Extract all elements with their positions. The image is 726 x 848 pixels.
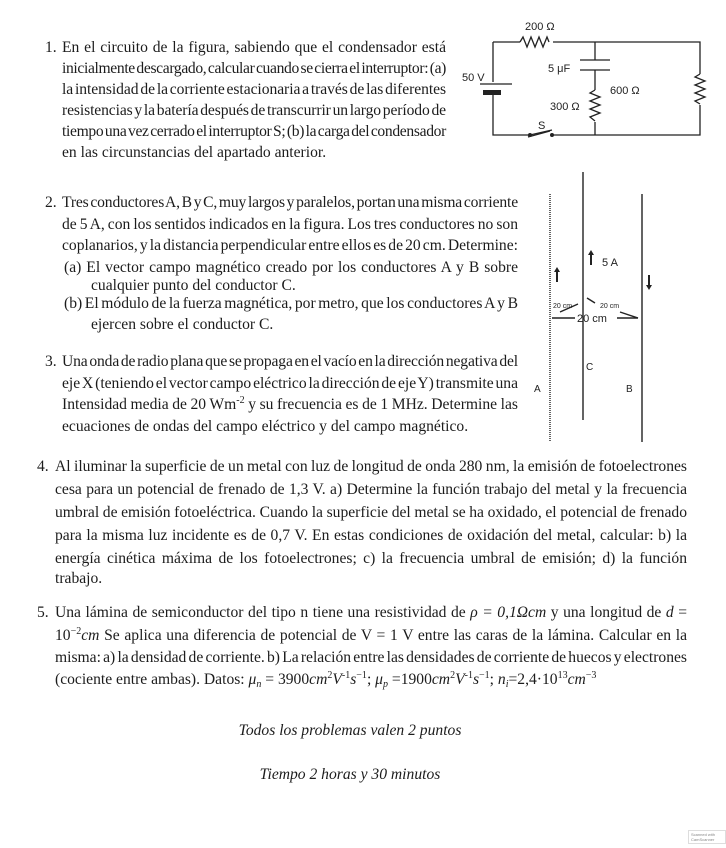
circuit-figure bbox=[450, 10, 726, 150]
problem-number: 3. bbox=[45, 353, 57, 370]
math: d bbox=[665, 604, 674, 621]
text: =2,4·10 bbox=[508, 671, 558, 688]
math: μ bbox=[375, 671, 383, 688]
text-line: para la misma luz incidente es de 0,7 V. En estas condiciones de oxidación del metal, calcular: b) la bbox=[55, 527, 687, 544]
text-line: Tres conductores A, B y C, muy largos y paralelos, portan una misma corriente bbox=[62, 194, 518, 211]
text-line: En el circuito de la figura, sabiendo que el condensador está bbox=[62, 39, 446, 56]
text-line: (a) El vector campo magnético creado por los conductores A y B sobre bbox=[64, 259, 518, 276]
distance-label: 20 cm bbox=[577, 313, 607, 325]
wire-c-label: C bbox=[586, 362, 594, 373]
text: ; bbox=[489, 671, 498, 688]
text-line: misma: a) la densidad de corriente. b) La relación entre las densidades de corriente de huecos y electrones bbox=[55, 649, 687, 666]
text-line bbox=[55, 670, 596, 690]
text-line: umbral de emisión fotoeléctrica. Cuando la superficie del metal se ha oxidado, el potencial de frenado bbox=[55, 504, 687, 521]
superscript: 2 bbox=[327, 670, 333, 681]
text-line: ecuaciones de ondas del campo eléctrico y del campo magnético. bbox=[62, 418, 469, 435]
current-label: 5 A bbox=[602, 257, 618, 269]
distance-label: 20 cm bbox=[600, 303, 620, 310]
arrow-up-icon bbox=[554, 267, 560, 282]
superscript: −1 bbox=[479, 670, 490, 681]
math: cm bbox=[431, 671, 451, 688]
text-line: tiempo una vez cerrado el interruptor S; (b) la carga del condensador bbox=[62, 123, 446, 140]
text-line: ejercen sobre el conductor C. bbox=[91, 316, 274, 333]
battery-icon bbox=[483, 90, 501, 95]
text-line: Una onda de radio plana que se propaga en el vacío en la dirección negativa del bbox=[62, 353, 518, 370]
text-line: en las circunstancias del apartado anterior. bbox=[62, 144, 327, 161]
math: cm bbox=[81, 627, 100, 644]
text-line: la intensidad de la corriente estacionaria a través de las diferentes bbox=[62, 81, 447, 98]
math: s bbox=[350, 671, 357, 688]
text-line: coplanarios, y la distancia perpendicular entre ellos es de 20 cm. Determine: bbox=[62, 237, 518, 254]
text: 10 bbox=[55, 627, 71, 644]
conductors-figure bbox=[520, 170, 726, 450]
text: Intensidad media de 20 Wm bbox=[62, 396, 237, 413]
text: Se aplica una diferencia de potencial de V = 1 V entre las caras de la lámina. Calcular en la bbox=[99, 627, 687, 644]
distance-label: 20 cm bbox=[553, 303, 573, 310]
resistor-300-label: 300 Ω bbox=[550, 101, 580, 113]
problem-number: 2. bbox=[45, 194, 57, 211]
math: cm bbox=[309, 671, 328, 688]
superscript: 13 bbox=[557, 670, 568, 681]
text-line: cualquier punto del conductor C. bbox=[91, 277, 296, 294]
superscript: 2 bbox=[450, 670, 456, 681]
superscript: -1 bbox=[464, 670, 473, 681]
superscript: −3 bbox=[585, 670, 597, 681]
text-line: de 5 A, con los sentidos indicados en la figura. Los tres conductores no son bbox=[62, 216, 518, 233]
text-line bbox=[62, 395, 518, 415]
math: V bbox=[332, 671, 342, 688]
text-line: Al iluminar la superficie de un metal con luz de longitud de onda 280 nm, la emisión de fotoelectrones bbox=[55, 458, 687, 475]
text: =1900 bbox=[388, 671, 432, 688]
superscript: −2 bbox=[70, 626, 82, 637]
resistor-600-label: 600 Ω bbox=[610, 85, 640, 97]
text-line bbox=[55, 603, 687, 623]
text: (cociente entre ambas). Datos: bbox=[55, 671, 249, 688]
problem-number: 4. bbox=[37, 458, 49, 475]
text: = bbox=[673, 604, 687, 621]
problem-number: 1. bbox=[45, 39, 57, 56]
text-line: (b) El módulo de la fuerza magnética, por metro, que los conductores A y B bbox=[64, 295, 518, 312]
math: cm bbox=[567, 671, 586, 688]
superscript: -2 bbox=[236, 395, 245, 406]
text-line bbox=[55, 626, 687, 646]
wire-a-label: A bbox=[534, 384, 541, 395]
text-line: resistencias y la batería después de transcurrir un largo período de bbox=[62, 102, 446, 119]
text-line: eje X (teniendo el vector campo eléctrico la dirección de eje Y) transmite una bbox=[62, 375, 518, 392]
capacitor-label: 5 μF bbox=[548, 63, 571, 75]
switch-label: S bbox=[538, 120, 546, 132]
wire-b-label: B bbox=[626, 384, 633, 395]
resistor-200-label: 200 Ω bbox=[525, 21, 555, 33]
text-line: energía cinética máxima de los fotoelectrones; c) la frecuencia umbral de emisión; d) la función bbox=[55, 550, 687, 567]
math: ρ = 0,1Ωcm bbox=[470, 604, 547, 621]
problem-number: 5. bbox=[37, 604, 49, 621]
text-line: trabajo. bbox=[55, 570, 103, 587]
subscript: n bbox=[256, 679, 262, 690]
superscript: -1 bbox=[341, 670, 351, 681]
text: y una longitud de bbox=[546, 604, 666, 621]
subscript: p bbox=[383, 679, 388, 690]
text: Una lámina de semiconductor del tipo n tiene una resistividad de bbox=[55, 604, 471, 621]
battery-label: 50 V bbox=[462, 72, 485, 84]
footer-time: Tiempo 2 horas y 30 minutos bbox=[259, 766, 441, 783]
subscript: i bbox=[505, 679, 509, 690]
text: = 3900 bbox=[261, 671, 310, 688]
text-line: inicialmente descargado, calcular cuando se cierra el interruptor: (a) bbox=[62, 60, 446, 77]
arrow-down-icon bbox=[646, 275, 652, 290]
superscript: −1 bbox=[356, 670, 367, 681]
math: n bbox=[497, 671, 506, 688]
arrow-up-icon bbox=[588, 250, 594, 265]
text: ; bbox=[366, 671, 376, 688]
text-line: cesa para un potencial de frenado de 1,3 V. a) Determine la función trabajo del metal y la frecuencia bbox=[55, 481, 687, 498]
camscanner-watermark: Scanned with CamScanner bbox=[688, 830, 726, 844]
math: V bbox=[455, 671, 465, 688]
text: y su frecuencia es de 1 MHz. Determine las bbox=[244, 396, 518, 413]
math: μ bbox=[248, 671, 257, 688]
footer-points: Todos los problemas valen 2 puntos bbox=[238, 722, 462, 739]
math: s bbox=[472, 671, 480, 688]
